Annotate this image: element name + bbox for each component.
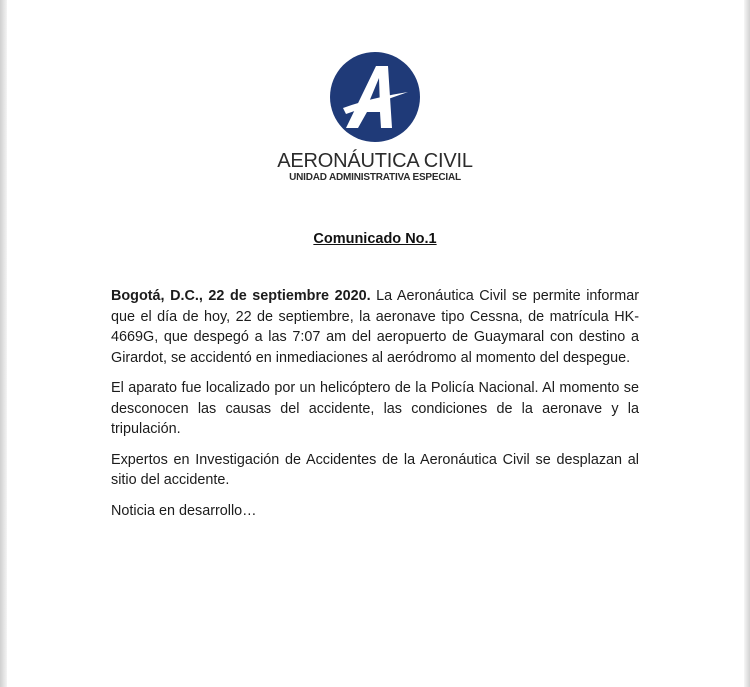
org-subtitle: UNIDAD ADMINISTRATIVA ESPECIAL [289, 172, 461, 183]
scan-edge-right [744, 0, 750, 687]
paragraph-4: Noticia en desarrollo… [111, 502, 257, 519]
paragraph-1-lead: Bogotá, D.C., 22 de septiembre 2020. [111, 288, 371, 304]
org-name: AERONÁUTICA CIVIL [277, 150, 473, 172]
document-body [111, 286, 639, 531]
aerocivil-logo-icon [330, 52, 420, 142]
scan-edge-left [0, 0, 7, 687]
paragraph-3: Expertos en Investigación de Accidentes de la Aeronáutica Civil se desplazan al sitio del accidente. [111, 451, 639, 488]
document-title: Comunicado No.1 [313, 231, 437, 247]
paragraph-2: El aparato fue localizado por un helicóptero de la Policía Nacional. Al momento se desconocen las causas del accidente, las condiciones de la aeronave y la tripulación. [111, 380, 639, 437]
paragraph-1 [111, 286, 639, 368]
paragraph-1-text: La Aeronáutica Civil se permite informar que el día de hoy, 22 de septiembre, la aeronave tipo Cessna, de matrícula HK-4669G, que despegó a las 7:07 am del aeropuerto de Guaymaral con destino a Girardot, se accidentó en inmediaciones al aeródromo al momento del despegue. [111, 288, 639, 366]
